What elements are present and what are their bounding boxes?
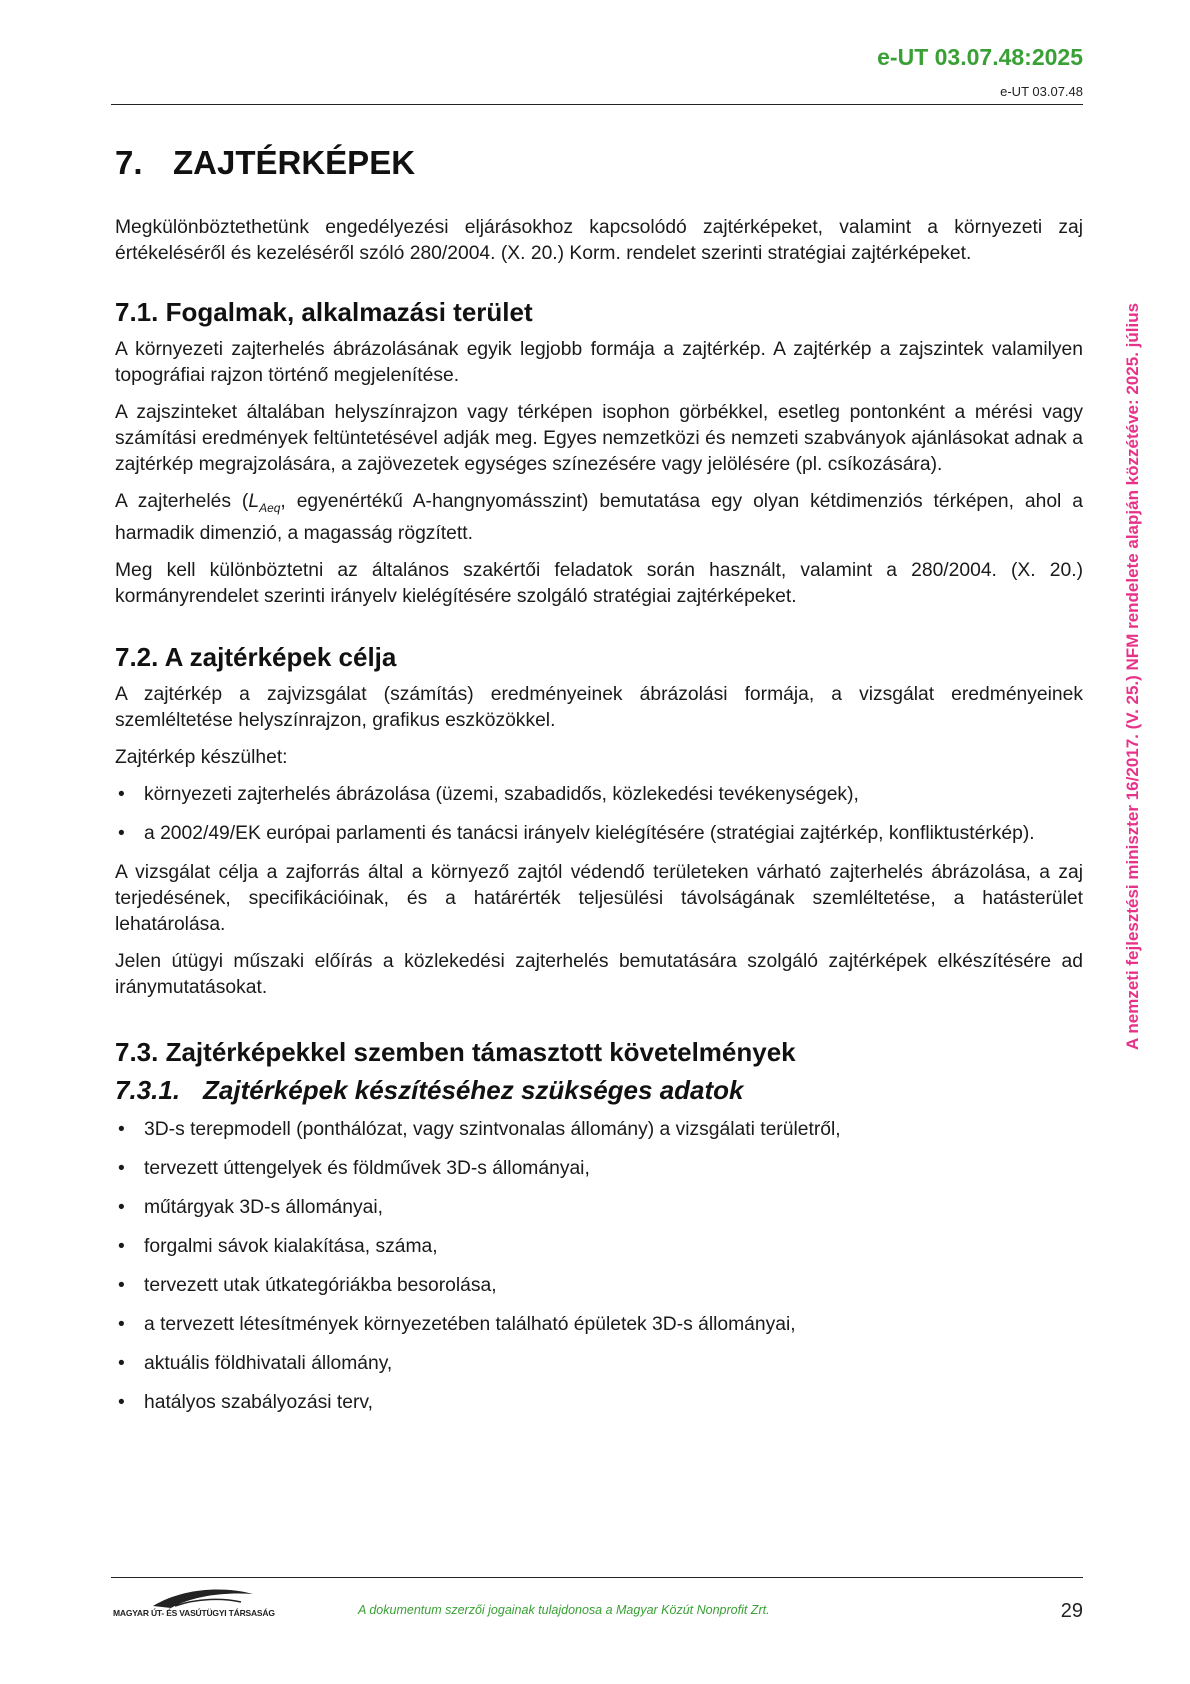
list-item: • környezeti zajterhelés ábrázolása (üzemi, szabadidős, közlekedési tevékenységek),	[115, 782, 1083, 808]
subsection-number: 7.3.1.	[115, 1074, 181, 1105]
society-logo-icon	[113, 1584, 263, 1624]
page-number: 29	[1060, 1600, 1083, 1622]
list-item: • a tervezett létesítmények környezetében található épületek 3D-s állományai,	[115, 1312, 1083, 1338]
paragraph: A vizsgálat célja a zajforrás által a környező zajtól védendő területeken várható zajterhelés ábrázolása, a zaj terjedésének, specifikációinak, és a határérték teljesülési távolságának szemléltetése, a hatásterület lehatárolása.	[115, 861, 1083, 935]
paragraph: Meg kell különböztetni az általános szakértői feladatok során használt, valamint a 280/2004. (X. 20.) kormányrendelet szerinti irányelv kielégítésére szolgáló stratégiai zajtérképeket.	[115, 559, 1083, 607]
society-logo-text: MAGYAR ÚT- ÉS VASÚTÜGYI TÁRSASÁG	[113, 1608, 275, 1618]
header-rule	[111, 104, 1083, 105]
paragraph: Jelen útügyi műszaki előírás a közlekedési zajterhelés bemutatására szolgáló zajtérképek elkészítésére ad iránymutatásokat.	[115, 950, 1083, 998]
bullet-list	[115, 1117, 1083, 1416]
footer-rule	[111, 1577, 1083, 1578]
bullet-list	[115, 782, 1083, 847]
chapter-title: ZAJTÉRKÉPEK	[173, 144, 416, 181]
paragraph: A zajszinteket általában helyszínrajzon vagy térképen isophon görbékkel, esetleg pontonként a mérési vagy számítási eredmények feltüntetésével adják meg. Egyes nemzetközi és nemzeti szabványok ajánlásokat adnak a zajtérkép megrajzolására, a zajövezetek egységes színezésére vagy jelölésére (pl. csíkozására).	[115, 402, 1083, 475]
chapter-heading	[115, 139, 1083, 187]
document-code: e-UT 03.07.48:2025	[877, 44, 1083, 70]
chapter-intro: Megkülönböztethetünk engedélyezési eljárásokhoz kapcsolódó zajtérképeket, valamint a környezeti zaj értékeléséről és kezeléséről szóló 280/2004. (X. 20.) Korm. rendelet szerinti stratégiai zajtérképeket.	[115, 217, 1083, 264]
text-run: , egyenértékű A-hangnyomásszint) bemutatása egy olyan kétdimenziós térképen, ahol a harmadik dimenzió, a magasság rögzített.	[115, 491, 1083, 544]
list-item: • hatályos szabályozási terv,	[115, 1390, 1083, 1416]
section-heading-7-3: 7.3. Zajtérképekkel szemben támasztott követelmények	[115, 1036, 796, 1067]
page-content	[115, 139, 1083, 1429]
document-subcode: e-UT 03.07.48	[1000, 84, 1083, 99]
paragraph: A zajtérkép a zajvizsgálat (számítás) eredményeinek ábrázolási formája, a vizsgálat eredményeinek szemléltetése helyszínrajzon, grafikus eszközökkel.	[115, 683, 1083, 731]
section-heading-7-2: 7.2. A zajtérképek célja	[115, 641, 397, 672]
list-item: • a 2002/49/EK európai parlamenti és tanácsi irányelv kielégítésére (stratégiai zajtérkép, konfliktustérkép).	[115, 821, 1083, 847]
laeq-symbol: L	[248, 491, 260, 512]
list-item: • tervezett úttengelyek és földművek 3D-s állományai,	[115, 1156, 1083, 1182]
list-item: • tervezett utak útkategóriákba besorolása,	[115, 1273, 1083, 1299]
subsection-title: Zajtérképek készítéséhez szükséges adatok	[203, 1074, 744, 1105]
section-heading-7-1: 7.1. Fogalmak, alkalmazási terület	[115, 297, 533, 327]
side-publication-note: A nemzeti fejlesztési miniszter 16/2017. (V. 25.) NFM rendelete alapján közzétéve: 2025. július	[1123, 302, 1142, 1050]
paragraph: Zajtérkép készülhet:	[115, 746, 288, 768]
subsection-heading-7-3-1	[115, 1073, 1083, 1107]
paragraph-laeq	[115, 489, 1083, 547]
chapter-number: 7.	[115, 144, 143, 181]
text-run: A zajterhelés (	[115, 491, 249, 512]
list-item: • aktuális földhivatali állomány,	[115, 1351, 1083, 1377]
copyright-notice: A dokumentum szerzői jogainak tulajdonosa a Magyar Közút Nonprofit Zrt.	[358, 1603, 770, 1617]
list-item: • forgalmi sávok kialakítása, száma,	[115, 1234, 1083, 1260]
laeq-subscript: Aeq	[259, 500, 281, 515]
list-item: • műtárgyak 3D-s állományai,	[115, 1195, 1083, 1221]
paragraph: A környezeti zajterhelés ábrázolásának egyik legjobb formája a zajtérkép. A zajtérkép a zajszintek valamilyen topográfiai rajzon történő megjelenítése.	[115, 339, 1083, 386]
list-item: • 3D-s terepmodell (ponthálózat, vagy szintvonalas állomány) a vizsgálati területről,	[115, 1117, 1083, 1143]
